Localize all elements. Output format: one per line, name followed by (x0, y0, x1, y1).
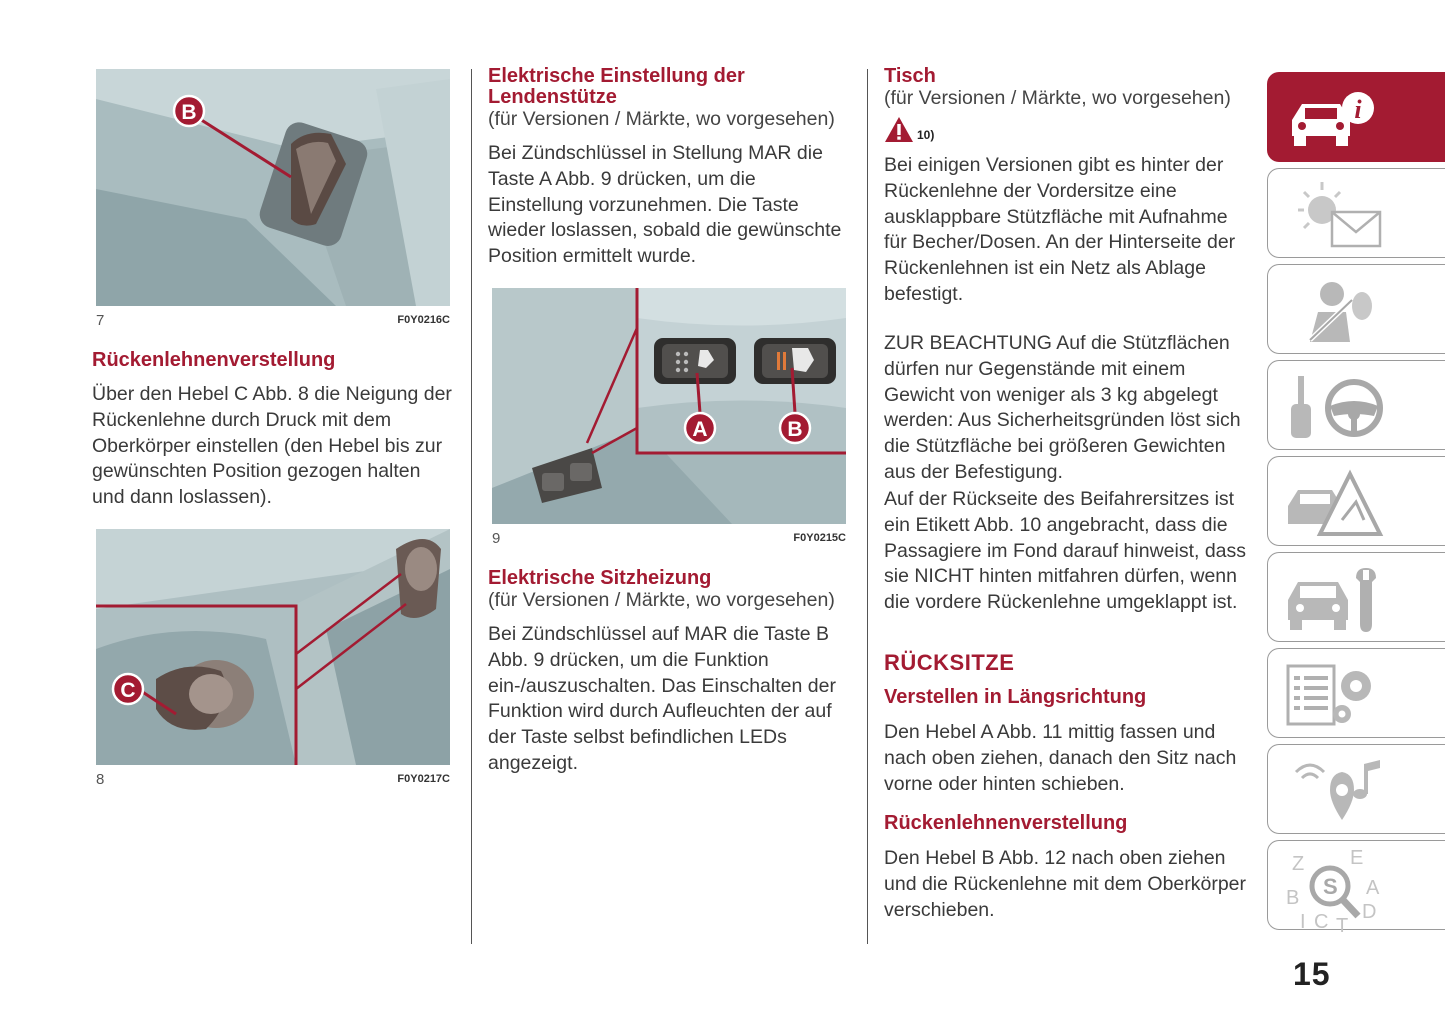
warning-icon (884, 116, 914, 143)
svg-text:A: A (1366, 877, 1380, 899)
col3-heading-2: Verstellen in Längsrichtung (884, 686, 1147, 708)
index-search-icon (1280, 846, 1390, 936)
tab-index[interactable] (1267, 840, 1445, 936)
figure-8-number: 8 (96, 771, 105, 788)
col3-text-5: Den Hebel B Abb. 12 nach oben ziehen und die Rückenlehne mit dem Oberkörper verschieben. (884, 847, 1247, 921)
tab-multimedia[interactable] (1267, 744, 1445, 834)
column-divider-2 (867, 69, 868, 944)
page-number: 15 (1293, 956, 1331, 992)
airbag-passenger-icon (1280, 270, 1390, 350)
figure-7-code: F0Y0216C (397, 314, 450, 326)
car-info-icon (1280, 78, 1390, 158)
tab-lights-messages[interactable] (1267, 168, 1445, 258)
tab-vehicle-info[interactable] (1267, 72, 1445, 162)
col2-text-2: Bei Zündschlüssel auf MAR die Taste B Abb. 9 drücken, um die Funktion ein-/auszuschalten. Das Einschalten der Funktion wird durch Aufleuchten der auf der Taste selbst befindlichen LEDs angezeigt. (488, 623, 836, 774)
svg-text:I: I (1300, 911, 1306, 933)
figure-8-code: F0Y0217C (397, 773, 450, 785)
svg-text:D: D (1362, 901, 1377, 923)
col3-subtitle-1: (für Versionen / Märkte, wo vorgesehen) (884, 87, 1231, 109)
figure-8-recline-lever (96, 529, 450, 765)
tab-maintenance[interactable] (1267, 552, 1445, 642)
figure-9-callout-a: A (692, 418, 708, 441)
key-steering-wheel-icon (1280, 366, 1390, 446)
car-warning-triangle-icon (1280, 462, 1390, 542)
tab-safety[interactable] (1267, 264, 1445, 354)
col1-heading: Rückenlehnenverstellung (92, 349, 336, 371)
svg-text:E: E (1350, 847, 1364, 869)
figure-9-code: F0Y0215C (793, 532, 846, 544)
svg-text:C: C (1314, 911, 1329, 933)
col3-text-2: ZUR BEACHTUNG Auf die Stützflächen dürfen nur Gegenstände mit einem Gewicht von weniger als 3 kg abgelegt werden: Aus Sicherheitsgründen löst sich die Stützfläche bei größeren Gewichten aus der Befestigung. (884, 332, 1241, 483)
figure-7-number: 7 (96, 312, 105, 329)
col2-heading-1-line1: Elektrische Einstellung der (488, 65, 745, 87)
col3-heading-1: Tisch (884, 65, 936, 87)
col3-text-1: Bei einigen Versionen gibt es hinter der Rückenlehne der Vordersitze eine ausklappbare Stützfläche mit Aufnahme für Becher/Dosen. An der Hinterseite der Rückenlehnen ist ein Netz als Ablage befestigt. (884, 154, 1236, 305)
col3-text-3: Auf der Rückseite des Beifahrersitzes ist ein Etikett Abb. 10 angebracht, dass die Passagiere im Fond darauf hinweist, dass sie NICHT hinten mitfahren dürfen, wenn die vordere Rückenlehne umgeklappt ist. (884, 488, 1247, 614)
col2-subtitle-1: (für Versionen / Märkte, wo vorgesehen) (488, 108, 835, 130)
figure-9-callout-b: B (787, 418, 803, 441)
col2-subtitle-2: (für Versionen / Märkte, wo vorgesehen) (488, 589, 835, 611)
lights-message-icon (1280, 174, 1390, 254)
col3-section-title: RÜCKSITZE (884, 650, 1015, 675)
svg-text:T: T (1336, 915, 1349, 936)
svg-text:i: i (1354, 95, 1362, 124)
col2-heading-1-line2: Lendenstütze (488, 86, 617, 108)
multimedia-music-icon (1280, 750, 1390, 830)
tab-technical-data[interactable] (1267, 648, 1445, 738)
figure-7-callout: B (181, 101, 197, 124)
svg-text:S: S (1323, 874, 1338, 899)
figure-9-number: 9 (492, 530, 501, 547)
tab-starting-driving[interactable] (1267, 360, 1445, 450)
column-divider-1 (471, 69, 472, 944)
svg-text:B: B (1286, 887, 1300, 909)
car-wrench-icon (1280, 558, 1390, 638)
col2-heading-2: Elektrische Sitzheizung (488, 567, 712, 589)
specs-gear-icon (1280, 654, 1390, 734)
col3-text-4: Den Hebel A Abb. 11 mittig fassen und nach oben ziehen, danach den Sitz nach vorne oder hinten schieben. (884, 721, 1237, 795)
warning-reference: 10) (917, 128, 935, 142)
figure-7-seat-lever (96, 69, 450, 306)
col2-text-1: Bei Zündschlüssel in Stellung MAR die Taste A Abb. 9 drücken, um die Einstellung vorzunehmen. Die Taste wieder loslassen, sobald die gewünschte Position ermittelt wurde. (488, 142, 842, 268)
col1-text: Über den Hebel C Abb. 8 die Neigung der Rückenlehne durch Druck mit dem Oberkörper einstellen (den Hebel bis zur gewünschten Position gezogen halten und dann loslassen). (92, 383, 452, 509)
col3-heading-3: Rückenlehnenverstellung (884, 812, 1128, 834)
tab-emergency[interactable] (1267, 456, 1445, 546)
figure-8-callout: C (120, 679, 136, 702)
svg-text:Z: Z (1292, 853, 1305, 875)
figure-9-seat-switches (492, 288, 846, 524)
